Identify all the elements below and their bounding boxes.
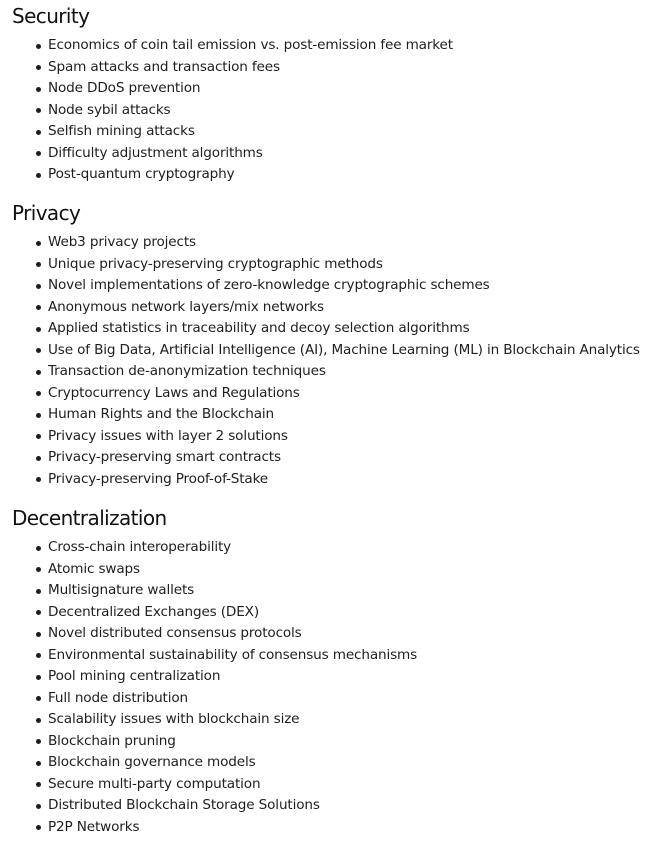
list-item: Node DDoS prevention — [48, 78, 453, 100]
list-item: Web3 privacy projects — [48, 232, 640, 254]
topic-list-security — [12, 35, 453, 186]
list-item: Unique privacy-preserving cryptographic methods — [48, 254, 640, 276]
list-item: Distributed Blockchain Storage Solutions — [48, 795, 417, 817]
list-item: Decentralized Exchanges (DEX) — [48, 602, 417, 624]
list-item: Scalability issues with blockchain size — [48, 709, 417, 731]
section-heading-security: Security — [12, 4, 90, 28]
topic-list-decentralization — [12, 537, 417, 838]
list-item: Cryptocurrency Laws and Regulations — [48, 383, 640, 405]
list-item: Blockchain governance models — [48, 752, 417, 774]
list-item: Privacy-preserving smart contracts — [48, 447, 640, 469]
list-item: Human Rights and the Blockchain — [48, 404, 640, 426]
list-item: P2P Networks — [48, 817, 417, 839]
section-security — [12, 0, 453, 186]
list-item: Secure multi-party computation — [48, 774, 417, 796]
list-item: Multisignature wallets — [48, 580, 417, 602]
list-item: Privacy-preserving Proof-of-Stake — [48, 469, 640, 491]
section-privacy — [12, 197, 640, 490]
list-item: Node sybil attacks — [48, 100, 453, 122]
list-item: Post-quantum cryptography — [48, 164, 453, 186]
topic-list-privacy — [12, 232, 640, 490]
list-item: Pool mining centralization — [48, 666, 417, 688]
section-heading-decentralization: Decentralization — [12, 506, 167, 530]
list-item: Use of Big Data, Artificial Intelligence (AI), Machine Learning (ML) in Blockchain Analytics — [48, 340, 640, 362]
list-item: Applied statistics in traceability and decoy selection algorithms — [48, 318, 640, 340]
list-item: Blockchain pruning — [48, 731, 417, 753]
list-item: Transaction de-anonymization techniques — [48, 361, 640, 383]
section-heading-privacy: Privacy — [12, 201, 81, 225]
list-item: Novel distributed consensus protocols — [48, 623, 417, 645]
list-item: Anonymous network layers/mix networks — [48, 297, 640, 319]
list-item: Spam attacks and transaction fees — [48, 57, 453, 79]
list-item: Privacy issues with layer 2 solutions — [48, 426, 640, 448]
list-item: Environmental sustainability of consensus mechanisms — [48, 645, 417, 667]
list-item: Cross-chain interoperability — [48, 537, 417, 559]
list-item: Atomic swaps — [48, 559, 417, 581]
list-item: Full node distribution — [48, 688, 417, 710]
list-item: Difficulty adjustment algorithms — [48, 143, 453, 165]
list-item: Novel implementations of zero-knowledge cryptographic schemes — [48, 275, 640, 297]
list-item: Selfish mining attacks — [48, 121, 453, 143]
section-decentralization — [12, 502, 417, 838]
list-item: Economics of coin tail emission vs. post-emission fee market — [48, 35, 453, 57]
